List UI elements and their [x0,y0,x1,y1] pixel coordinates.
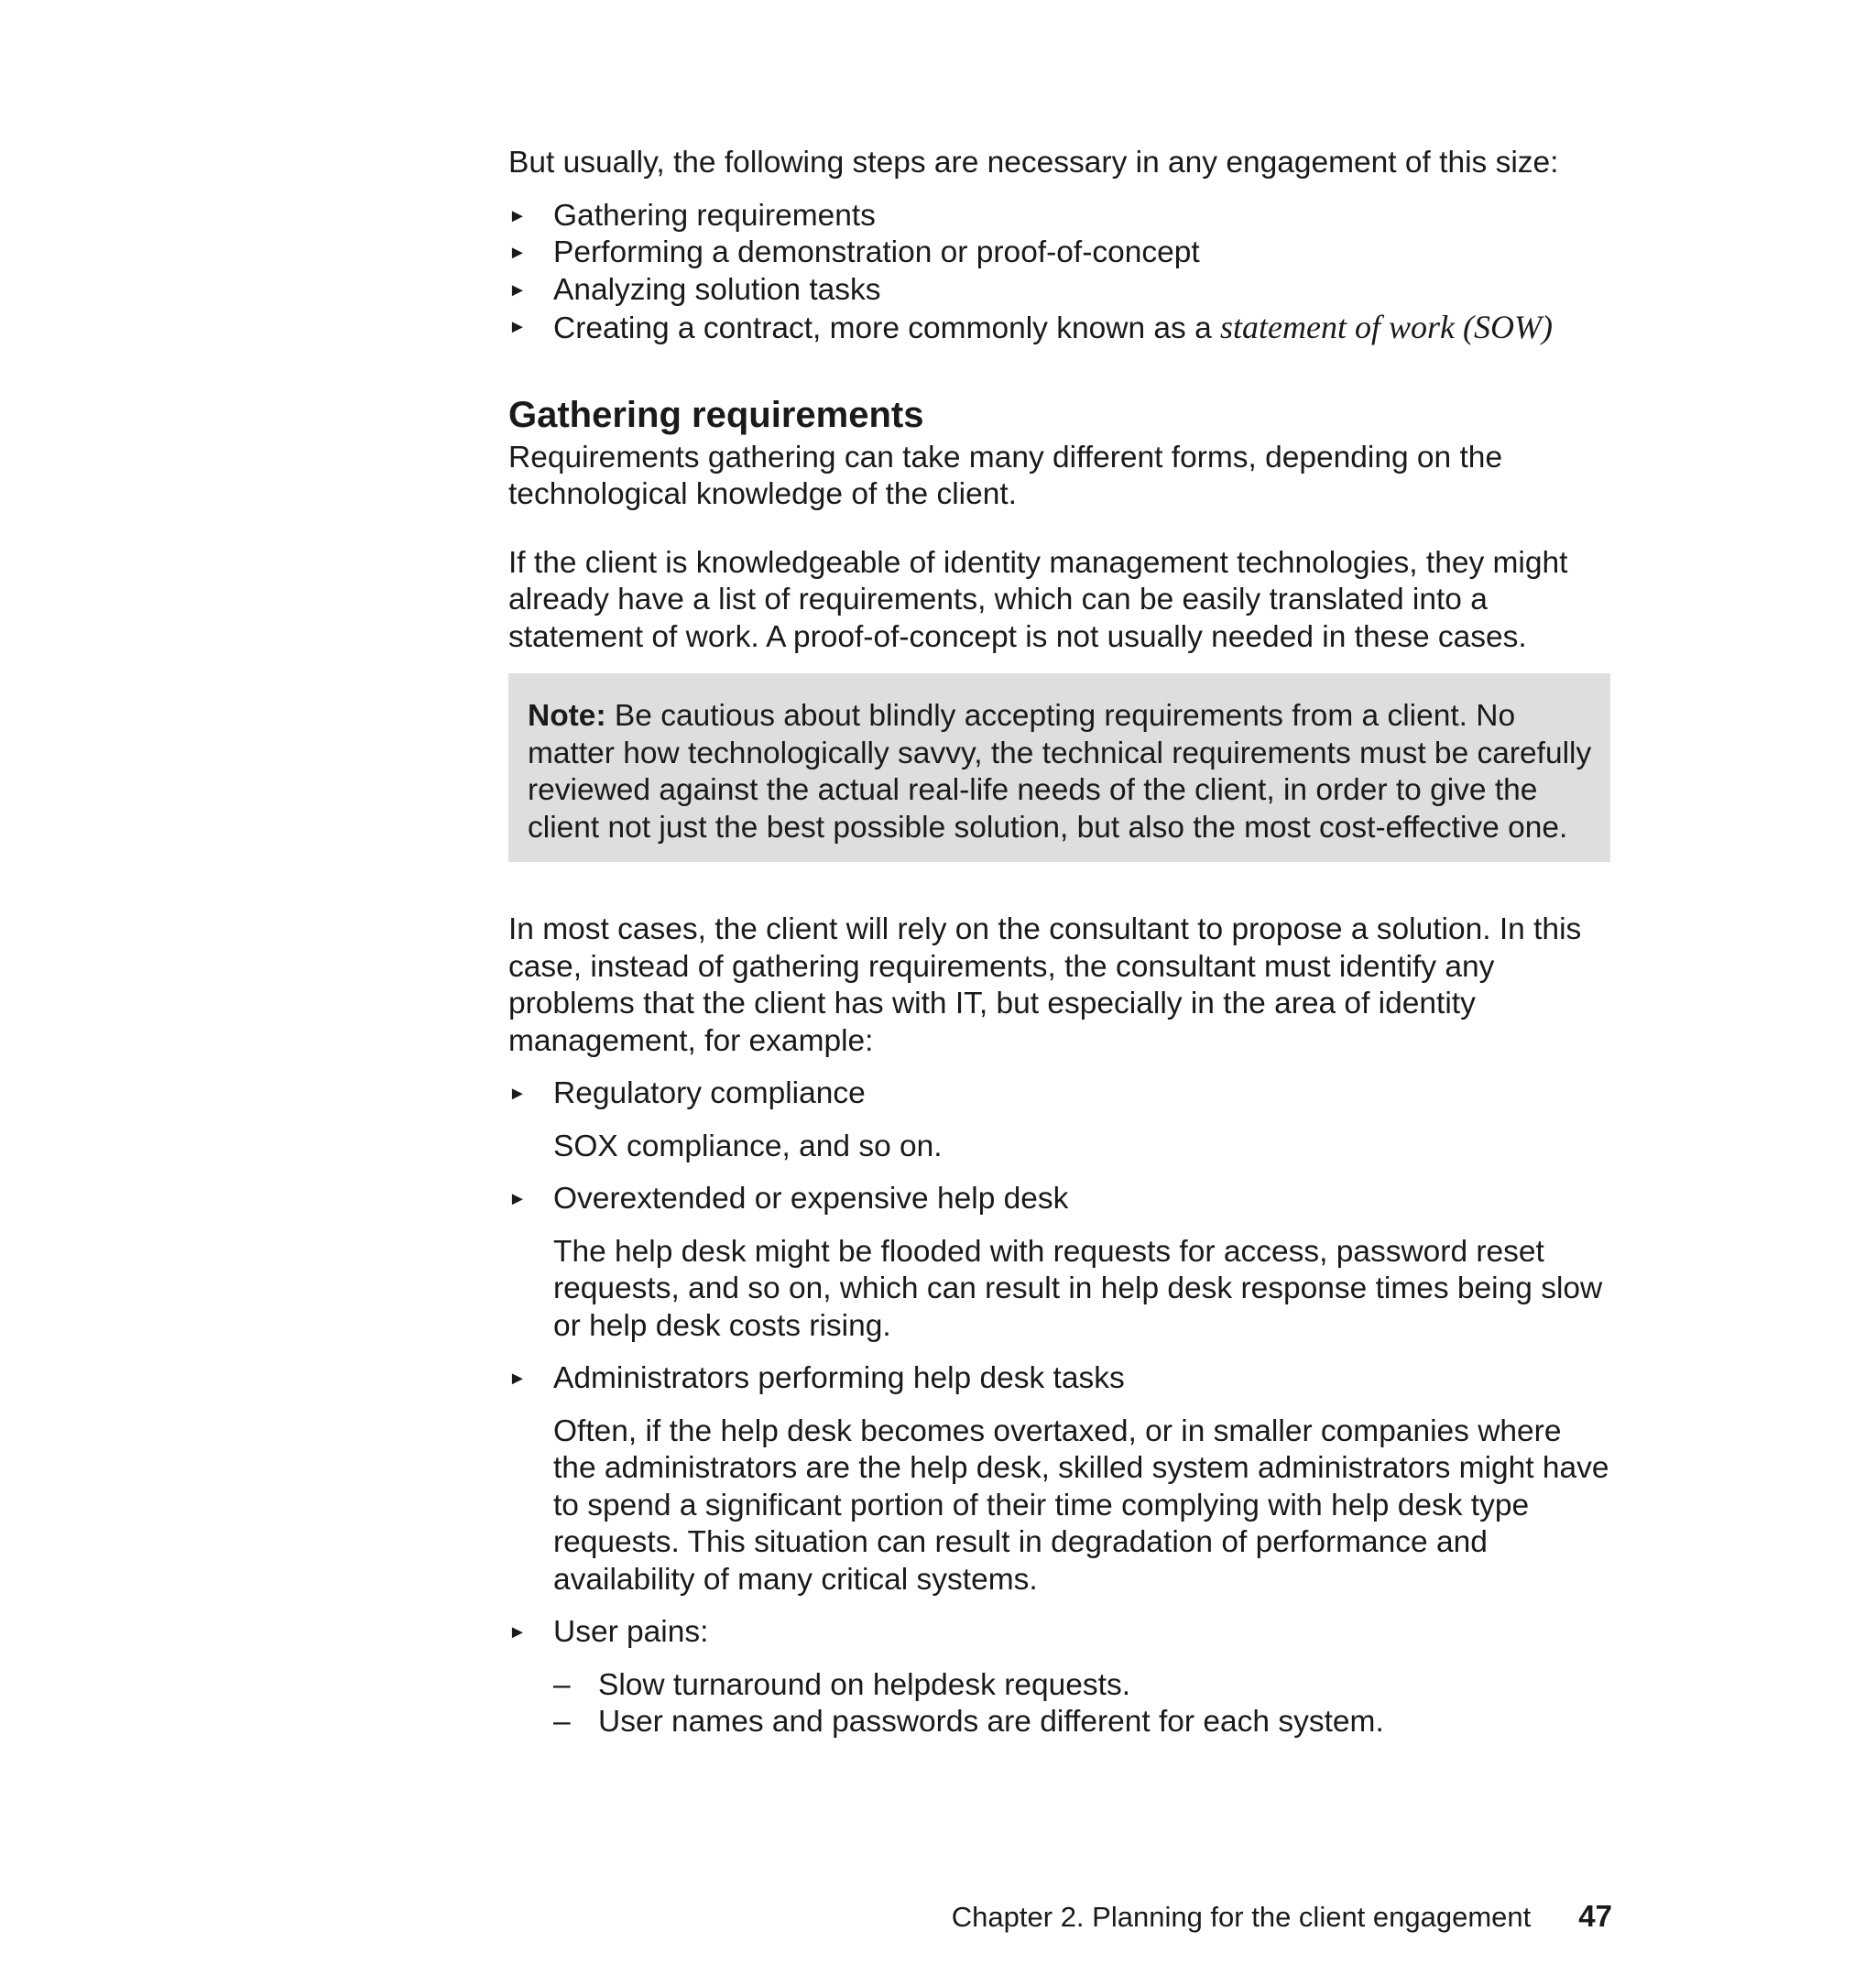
list-item [508,1614,1612,1741]
list-item [508,1360,1612,1599]
triangle-bullet-icon: ► [508,317,527,337]
intro-text: But usually, the following steps are necessary in any engagement of this size: [508,146,1559,180]
list-item [508,1075,1612,1165]
page-footer [0,1898,1612,1936]
triangle-bullet-icon: ► [508,1084,527,1104]
problem-description: Often, if the help desk becomes overtaxed, or in smaller companies where the administrators are the help desk, skilled system administrators might have to spend a significant portion of their time complying with help desk type requests. This situation can result in degradation of performance and availability of many critical systems. [553,1413,1609,1597]
paragraph: If the client is knowledgeable of identity management technologies, they might already have a list of requirements, which can be easily translated into a statement of work. A proof-of-concept is not usually needed in these cases. [508,545,1568,654]
problem-description: The help desk might be flooded with requests for access, password reset requests, and so on, which can result in help desk response times being slow or help desk costs rising. [553,1234,1603,1343]
pain-text: User names and passwords are different for each system. [598,1705,1384,1739]
list-item [508,1181,1612,1345]
triangle-bullet-icon: ► [508,279,527,300]
problems-list [508,1075,1612,1741]
note-text: Be cautious about blindly accepting requirements from a client. No matter how technologically savvy, the technical requirements must be carefully reviewed against the actual real-life needs of the client, in order to give the client not just the best possible solution, but also the most cost-effective one. [528,699,1592,845]
triangle-bullet-icon: ► [508,1189,527,1209]
list-item [508,235,1612,272]
chapter-title: Chapter 2. Planning for the client engagement [951,1901,1532,1933]
user-pains-list [553,1667,1612,1741]
triangle-bullet-icon: ► [508,243,527,263]
problem-title: Regulatory compliance [553,1076,866,1110]
problem-description: SOX compliance, and so on. [553,1129,943,1163]
step-text: Analyzing solution tasks [553,272,881,307]
step-text: Gathering requirements [553,198,876,233]
list-item [553,1667,1612,1705]
step-text: Creating a contract, more commonly known as a [553,311,1221,345]
dash-bullet-icon: – [553,1667,571,1702]
step-text: Performing a demonstration or proof-of-concept [553,235,1200,269]
section-heading: Gathering requirements [508,394,924,435]
pain-text: Slow turnaround on helpdesk requests. [598,1667,1131,1702]
note-box [508,673,1610,862]
list-item [508,272,1612,310]
dash-bullet-icon: – [553,1705,571,1739]
list-item [508,309,1612,348]
page-number: 47 [1578,1899,1612,1933]
triangle-bullet-icon: ► [508,205,527,226]
paragraph: In most cases, the client will rely on the consultant to propose a solution. In this case, instead of gathering requirements, the consultant must identify any problems that the client has with IT, but especially in the area of identity management, for example: [508,912,1582,1058]
sow-emphasis: statement of work (SOW) [1220,309,1553,345]
steps-list [508,198,1612,348]
paragraph: Requirements gathering can take many different forms, depending on the technological knowledge of the client. [508,440,1503,511]
note-label: Note: [528,699,606,733]
list-item [553,1704,1612,1741]
problem-title: Administrators performing help desk tasks [553,1361,1125,1395]
problem-title: User pains: [553,1615,709,1649]
triangle-bullet-icon: ► [508,1369,527,1389]
problem-title: Overextended or expensive help desk [553,1182,1069,1216]
list-item [508,198,1612,235]
page-content [508,145,1612,1757]
triangle-bullet-icon: ► [508,1622,527,1642]
